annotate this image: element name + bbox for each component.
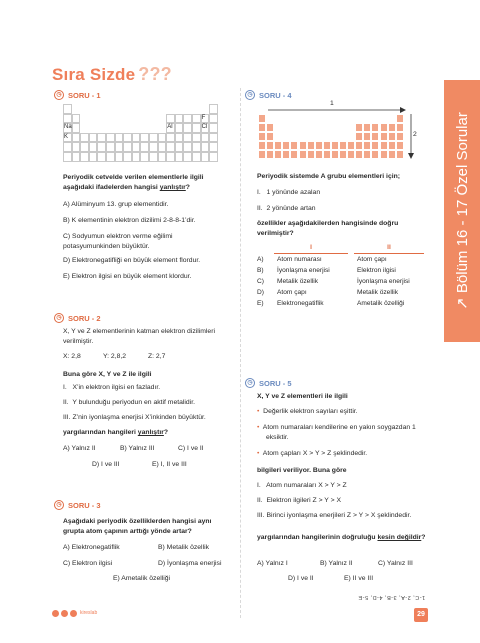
table-cell (355, 150, 363, 159)
table-cell (149, 152, 158, 162)
table-cell (209, 133, 218, 143)
table-cell (388, 150, 396, 159)
statement-4-1: I. 1 yönünde azalan (257, 189, 321, 196)
table-cell (123, 133, 132, 143)
table-cell (258, 150, 266, 159)
social-icon-3 (70, 610, 77, 617)
option-4e[interactable]: E) Elektronegatiflik Ametalik özelliği (257, 300, 405, 307)
table-cell (363, 141, 371, 150)
option-3b[interactable]: B) Metalik özellik (158, 544, 209, 551)
table-cell (258, 132, 266, 141)
table-cell (274, 150, 282, 159)
table-cell (132, 133, 141, 143)
table-cell (72, 133, 81, 143)
table-cell (106, 152, 115, 162)
table-cell (209, 114, 218, 124)
option-3c[interactable]: C) Elektron ilgisi (63, 560, 113, 567)
table-cell (166, 114, 175, 124)
bullet-3: • Atom çapları X > Y > Z şeklindedir. (257, 450, 368, 457)
option-5e[interactable]: E) II ve III (344, 575, 374, 582)
clock-icon: ◷ (245, 90, 255, 100)
option-2a[interactable]: A) Yalnız II (63, 445, 96, 452)
table-cell (396, 132, 404, 141)
table-cell (258, 114, 266, 123)
option-2b[interactable]: B) Yalnız III (120, 445, 155, 452)
table-cell (274, 141, 282, 150)
question-4-stem: Periyodik sistemde A grubu elementleri için; (257, 173, 401, 180)
option-1e[interactable]: E) Elektron ilgisi en büyük element klordur. (63, 273, 192, 280)
table-cell (347, 141, 355, 150)
option-4b[interactable]: B) İyonlaşma enerjisi Elektron ilgisi (257, 267, 396, 274)
option-3e[interactable]: E) Ametalik özelliği (113, 575, 171, 582)
table-cell (396, 141, 404, 150)
table-cell (266, 141, 274, 150)
section-band (444, 80, 480, 342)
statement-2-3: III. Z’nin iyonlaşma enerjisi X’inkinden büyüktür. (63, 414, 206, 421)
table-cell (63, 104, 72, 114)
table-cell (307, 150, 315, 159)
table-cell (97, 152, 106, 162)
table-cell (72, 142, 81, 152)
table-cell (209, 104, 218, 114)
question-5-header: ◷ SORU - 5 (245, 378, 292, 388)
table-cell (89, 133, 98, 143)
config-x: X: 2,8 (63, 353, 81, 360)
comparison-table: I II A) Atom numarası Atom çapı B) İyonlaşma enerjisi Elektron ilgisi C) Metalik özellik İyonlaşma enerjisi D) Atom çapı Metalik özellik E) Elektronegatiflik Ametalik özelliği (254, 242, 424, 309)
table-cell (80, 152, 89, 162)
option-4c[interactable]: C) Metalik özellik İyonlaşma enerjisi (257, 278, 410, 285)
option-1d[interactable]: D) Elektronegatifliği en büyük element flordur. (63, 257, 201, 264)
option-2c[interactable]: C) I ve II (178, 445, 204, 452)
table-cell (192, 152, 201, 162)
answer-key: 1-C, 2-A, 3-B, 4-D, 5-E (358, 594, 426, 600)
table-cell (72, 114, 81, 124)
table-cell (388, 132, 396, 141)
table-cell (363, 132, 371, 141)
social-icon-1 (52, 610, 59, 617)
table-cell (396, 150, 404, 159)
statement-4-2: II. 2 yönünde artan (257, 205, 316, 212)
table-cell (371, 150, 379, 159)
option-5d[interactable]: D) I ve II (288, 575, 314, 582)
table-cell (201, 133, 210, 143)
table-cell (140, 152, 149, 162)
table-cell (175, 142, 184, 152)
table-cell (371, 141, 379, 150)
question-1-stem: Periyodik cetvelde verilen elementlerle ilgili aşağıdaki ifadelerden hangisi yanlıştır? (63, 174, 204, 191)
clock-icon: ◷ (54, 313, 64, 323)
table-cell (331, 150, 339, 159)
table-cell (363, 150, 371, 159)
element-label-f: F (201, 114, 206, 121)
option-3a[interactable]: A) Elektronegatiflik (63, 544, 120, 551)
table-cell (80, 133, 89, 143)
table-cell (201, 152, 210, 162)
table-cell (183, 142, 192, 152)
publisher-name: kireslab (80, 610, 98, 616)
table-cell (299, 141, 307, 150)
table-cell (192, 142, 201, 152)
table-cell (323, 150, 331, 159)
element-label-k: K (64, 133, 69, 140)
question-4-header: ◷ SORU - 4 (245, 90, 292, 100)
table-cell (331, 141, 339, 150)
element-label-na: Na (64, 124, 72, 131)
option-4a[interactable]: A) Atom numarası Atom çapı (257, 255, 387, 263)
clock-icon: ◷ (54, 90, 64, 100)
table-cell (175, 152, 184, 162)
statement-2-1: I. X’in elektron ilgisi en fazladır. (63, 384, 161, 391)
statement-5-3: III. Birinci iyonlaşma enerjileri Z > Y > X şeklindedir. (257, 512, 412, 519)
question-2-header: ◷ SORU - 2 (54, 313, 101, 323)
option-2e[interactable]: E) I, II ve III (152, 461, 187, 468)
table-cell (192, 123, 201, 133)
question-2-ask: yargılarından hangileri yanlıştır? (63, 429, 169, 436)
table-cell (97, 133, 106, 143)
table-cell (80, 142, 89, 152)
table-cell (307, 141, 315, 150)
statement-5-1: I. Atom numaraları X > Y > Z (257, 482, 347, 489)
question-2-lead: Buna göre X, Y ve Z ile ilgili (63, 371, 152, 378)
option-2d[interactable]: D) I ve III (92, 461, 120, 468)
option-1c[interactable]: C) Sodyumun elektron verme eğilimi potasyumunkinden büyüktür. (63, 233, 173, 250)
table-cell (97, 142, 106, 152)
table-cell (72, 123, 81, 133)
table-cell (371, 123, 379, 132)
table-cell (140, 133, 149, 143)
table-cell (388, 141, 396, 150)
table-cell (299, 150, 307, 159)
table-cell (132, 142, 141, 152)
option-5a[interactable]: A) Yalnız I (257, 560, 288, 567)
table-cell (290, 141, 298, 150)
table-cell (183, 114, 192, 124)
table-cell (380, 132, 388, 141)
table-cell (282, 150, 290, 159)
table-cell (175, 114, 184, 124)
table-cell (140, 142, 149, 152)
column-divider (240, 88, 241, 618)
table-cell (115, 142, 124, 152)
table-cell (209, 142, 218, 152)
table-cell (266, 150, 274, 159)
table-cell (158, 133, 167, 143)
question-5-given: bilgileri veriliyor. Buna göre (257, 467, 347, 474)
question-5-ask: yargılarından hangilerinin doğruluğu kesin değildir? (257, 534, 426, 541)
question-3-stem: Aşağıdaki periyodik özelliklerden hangisi aynı grupta atom çapının arttığı yönde artar? (63, 518, 212, 535)
table-cell (72, 152, 81, 162)
table-cell (396, 123, 404, 132)
option-5c[interactable]: C) Yalnız III (378, 560, 413, 567)
question-3-header: ◷ SORU - 3 (54, 500, 101, 510)
table-cell (158, 152, 167, 162)
table-cell (115, 133, 124, 143)
table-cell (347, 150, 355, 159)
periodic-table-figure (63, 104, 219, 162)
page-title: Sıra Sizde ??? (52, 64, 172, 84)
table-cell (266, 132, 274, 141)
orange-table-figure (258, 114, 404, 159)
table-cell (266, 123, 274, 132)
table-cell (355, 132, 363, 141)
table-cell (158, 142, 167, 152)
table-cell (106, 133, 115, 143)
table-cell (183, 133, 192, 143)
table-cell (89, 152, 98, 162)
bullet-2: • Atom numaraları kendilerine en yakın soygazdan 1 eksiktir. (257, 424, 416, 441)
table-cell (166, 152, 175, 162)
question-marks: ??? (138, 64, 172, 84)
section-label: Bölüm 16 - 17 Özel Sorular (454, 112, 471, 294)
option-1a[interactable]: A) Alüminyum 13. grup elementidir. (63, 201, 169, 208)
table-cell (396, 114, 404, 123)
page-number: 29 (414, 608, 428, 622)
table-cell (192, 114, 201, 124)
arrow-2: 2 (407, 114, 419, 159)
table-cell (355, 141, 363, 150)
element-label-cl: Cl (201, 124, 208, 131)
table-cell (290, 150, 298, 159)
question-1-header: ◷ SORU - 1 (54, 90, 101, 100)
table-cell (388, 123, 396, 132)
table-cell (63, 114, 72, 124)
table-cell (63, 152, 72, 162)
config-y: Y: 2,8,2 (103, 353, 127, 360)
clock-icon: ◷ (245, 378, 255, 388)
table-cell (315, 141, 323, 150)
table-cell (166, 133, 175, 143)
table-cell (132, 152, 141, 162)
arrow-icon: ↗ (454, 293, 471, 310)
table-cell (258, 141, 266, 150)
table-cell (115, 152, 124, 162)
arrow-1: 1 (268, 101, 406, 109)
table-cell (258, 123, 266, 132)
table-cell (149, 142, 158, 152)
table-cell (315, 150, 323, 159)
element-label-al: Al (167, 124, 173, 131)
table-cell (175, 123, 184, 133)
table-cell (209, 123, 218, 133)
table-cell (339, 141, 347, 150)
config-z: Z: 2,7 (148, 353, 166, 360)
table-cell (380, 150, 388, 159)
table-cell (149, 133, 158, 143)
option-1b[interactable]: B) K elementinin elektron dizilimi 2-8-8-1’dir. (63, 217, 196, 224)
question-5-lead: X, Y ve Z elementleri ile ilgili (257, 393, 348, 400)
table-cell (123, 152, 132, 162)
bullet-1: • Değerlik elektron sayıları eşittir. (257, 408, 358, 415)
table-cell (201, 142, 210, 152)
table-cell (323, 141, 331, 150)
social-icon-2 (61, 610, 68, 617)
table-cell (380, 141, 388, 150)
table-cell (106, 142, 115, 152)
table-cell (63, 142, 72, 152)
statement-2-2: II. Y bulunduğu periyodun en aktif metalidir. (63, 399, 195, 406)
table-cell (209, 152, 218, 162)
table-cell (183, 152, 192, 162)
option-5b[interactable]: B) Yalnız II (320, 560, 353, 567)
table-cell (339, 150, 347, 159)
option-3d[interactable]: D) İyonlaşma enerjisi (158, 560, 222, 567)
table-cell (371, 132, 379, 141)
table-cell (363, 123, 371, 132)
question-4-ask: özellikler aşağıdakilerden hangisinde doğru verilmiştir? (257, 220, 399, 237)
table-cell (380, 123, 388, 132)
table-cell (166, 142, 175, 152)
table-cell (282, 141, 290, 150)
question-2-stem: X, Y ve Z elementlerinin katman elektron dizilimleri verilmiştir. (63, 328, 215, 345)
table-cell (355, 123, 363, 132)
option-4d[interactable]: D) Atom çapı Metalik özellik (257, 289, 399, 296)
table-cell (183, 123, 192, 133)
table-cell (89, 142, 98, 152)
table-cell (175, 133, 184, 143)
statement-5-2: II. Elektron ilgileri Z > Y > X (257, 497, 341, 504)
table-cell (192, 133, 201, 143)
table-cell (123, 142, 132, 152)
clock-icon: ◷ (54, 500, 64, 510)
